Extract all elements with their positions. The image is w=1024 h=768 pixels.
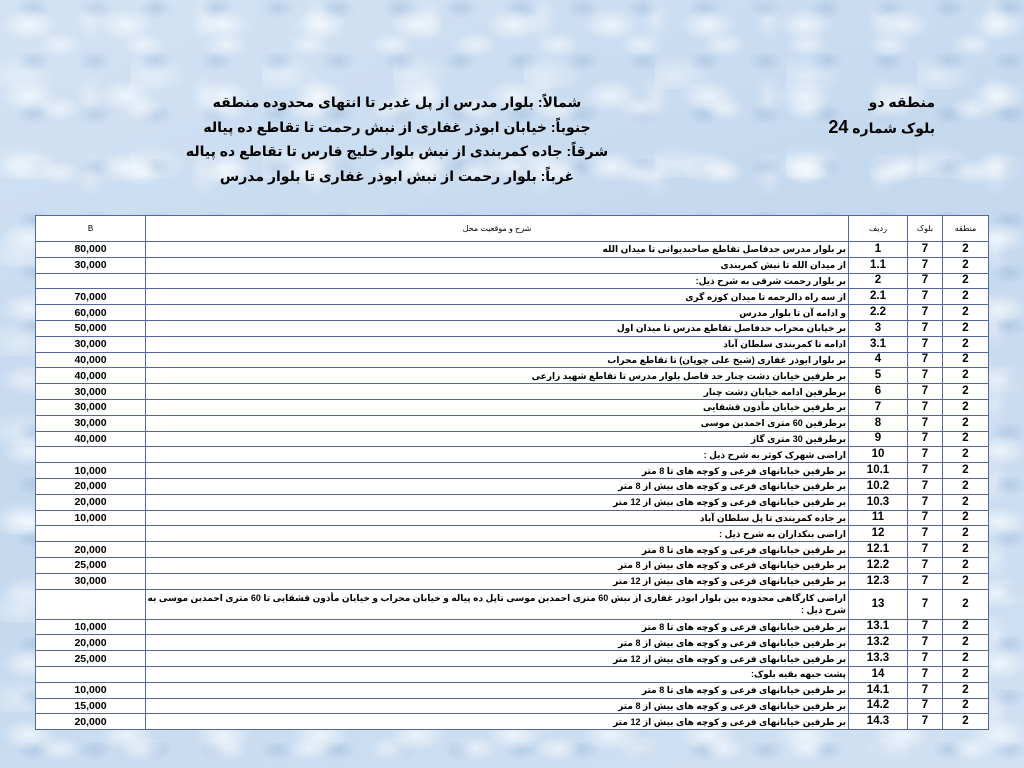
cell-row-number: 3.1 xyxy=(849,336,908,352)
cell-value: 40,000 xyxy=(36,352,146,368)
boundary-north: شمالاً: بلوار مدرس از پل غدیر تا انتهای محدوده منطقه xyxy=(212,94,582,110)
boundary-east: شرقاً: جاده کمربندی از نبش بلوار خلیج فارس تا تقاطع ده پیاله xyxy=(185,143,609,159)
cell-block: 7 xyxy=(908,336,943,352)
table-row xyxy=(36,478,989,494)
cell-region: 2 xyxy=(943,542,989,558)
cell-block: 7 xyxy=(908,305,943,321)
cell-value: 40,000 xyxy=(36,368,146,384)
cell-description: برطرفین 60 متری احمدبن موسی xyxy=(146,415,849,431)
cell-region: 2 xyxy=(943,557,989,573)
cell-row-number: 14 xyxy=(849,666,908,682)
cell-block: 7 xyxy=(908,635,943,651)
cell-value: 30,000 xyxy=(36,336,146,352)
cell-row-number: 10.3 xyxy=(849,494,908,510)
boundary-south: جنوباً: خیابان ابوذر غفاری از نبش رحمت تا تقاطع ده پیاله xyxy=(203,118,591,135)
cell-region: 2 xyxy=(943,399,989,415)
cell-region: 2 xyxy=(943,589,989,619)
cell-description: بر بلوار مدرس حدفاصل تقاطع صاحبدیوانی تا میدان الله xyxy=(146,242,849,258)
cell-block: 7 xyxy=(908,242,943,258)
cell-description: برطرفین ادامه خیابان دشت چنار xyxy=(146,384,849,400)
cell-value: 25,000 xyxy=(36,651,146,667)
cell-description: بر طرفین خیابانهای فرعی و کوچه های بیش از 8 متر xyxy=(146,635,849,651)
table-row xyxy=(36,336,989,352)
cell-region: 2 xyxy=(943,494,989,510)
table-row xyxy=(36,542,989,558)
cell-description: بر طرفین خیابانهای فرعی و کوچه های بیش از 12 متر xyxy=(146,573,849,589)
cell-value xyxy=(36,526,146,542)
table-row xyxy=(36,447,989,463)
cell-region: 2 xyxy=(943,273,989,289)
cell-region: 2 xyxy=(943,431,989,447)
cell-description: ادامه تا کمربندی سلطان آباد xyxy=(146,336,849,352)
table-row xyxy=(36,682,989,698)
cell-description: بر طرفین خیابانهای فرعی و کوچه های تا 8 متر xyxy=(146,463,849,479)
cell-description: برطرفین 30 متری گاز xyxy=(146,431,849,447)
block-number: 24 xyxy=(828,117,849,137)
cell-value: 20,000 xyxy=(36,635,146,651)
cell-region: 2 xyxy=(943,666,989,682)
cell-block: 7 xyxy=(908,573,943,589)
cell-value: 30,000 xyxy=(36,573,146,589)
cell-region: 2 xyxy=(943,573,989,589)
table-row xyxy=(36,666,989,682)
table-row xyxy=(36,305,989,321)
cell-region: 2 xyxy=(943,384,989,400)
cell-row-number: 14.3 xyxy=(849,714,908,730)
header-row-number: ردیف xyxy=(849,216,908,242)
cell-value xyxy=(36,447,146,463)
cell-value: 15,000 xyxy=(36,698,146,714)
cell-region: 2 xyxy=(943,682,989,698)
header-block: بلوک xyxy=(908,216,943,242)
cell-block: 7 xyxy=(908,682,943,698)
table-header-row xyxy=(36,216,989,242)
cell-block: 7 xyxy=(908,651,943,667)
cell-row-number: 9 xyxy=(849,431,908,447)
table-row xyxy=(36,368,989,384)
table-row xyxy=(36,526,989,542)
table-row xyxy=(36,589,989,619)
cell-region: 2 xyxy=(943,635,989,651)
cell-description: از میدان الله تا نبش کمربندی xyxy=(146,257,849,273)
cell-description: بر طرفین خیابانهای فرعی و کوچه های تا 8 متر xyxy=(146,682,849,698)
cell-value: 80,000 xyxy=(36,242,146,258)
cell-row-number: 12 xyxy=(849,526,908,542)
cell-description: بر طرفین خیابانهای فرعی و کوچه های بیش از 8 متر xyxy=(146,557,849,573)
cell-value: 70,000 xyxy=(36,289,146,305)
cell-row-number: 1.1 xyxy=(849,257,908,273)
cell-row-number: 10.1 xyxy=(849,463,908,479)
cell-block: 7 xyxy=(908,557,943,573)
cell-row-number: 12.1 xyxy=(849,542,908,558)
cell-description: بر طرفین خیابانهای فرعی و کوچه های بیش از 12 متر xyxy=(146,714,849,730)
cell-region: 2 xyxy=(943,257,989,273)
cell-row-number: 1 xyxy=(849,242,908,258)
table-row xyxy=(36,320,989,336)
cell-region: 2 xyxy=(943,619,989,635)
cell-row-number: 3 xyxy=(849,320,908,336)
cell-block: 7 xyxy=(908,666,943,682)
cell-region: 2 xyxy=(943,289,989,305)
cell-row-number: 13.2 xyxy=(849,635,908,651)
cell-block: 7 xyxy=(908,289,943,305)
cell-row-number: 7 xyxy=(849,399,908,415)
cell-region: 2 xyxy=(943,478,989,494)
cell-block: 7 xyxy=(908,463,943,479)
cell-description: و ادامه آن تا بلوار مدرس xyxy=(146,305,849,321)
cell-row-number: 10 xyxy=(849,447,908,463)
table-row xyxy=(36,557,989,573)
boundary-west: غرباً: بلوار رحمت از نبش ابوذر غفاری تا بلوار مدرس xyxy=(219,167,575,184)
cell-description: بر بلوار ابوذر غفاری (شیخ علی چوپان) تا تقاطع محراب xyxy=(146,352,849,368)
table-body xyxy=(36,242,989,730)
table-row xyxy=(36,463,989,479)
cell-value: 30,000 xyxy=(36,384,146,400)
cell-block: 7 xyxy=(908,399,943,415)
table-row xyxy=(36,619,989,635)
cell-region: 2 xyxy=(943,242,989,258)
cell-row-number: 11 xyxy=(849,510,908,526)
table-row xyxy=(36,384,989,400)
table-row xyxy=(36,415,989,431)
cell-block: 7 xyxy=(908,478,943,494)
region-info xyxy=(828,90,935,141)
cell-region: 2 xyxy=(943,352,989,368)
cell-description: پشت جبهه بقیه بلوک: xyxy=(146,666,849,682)
cell-value: 30,000 xyxy=(36,399,146,415)
header-region: منطقه xyxy=(943,216,989,242)
cell-region: 2 xyxy=(943,305,989,321)
cell-value: 30,000 xyxy=(36,415,146,431)
cell-block: 7 xyxy=(908,273,943,289)
table-row xyxy=(36,651,989,667)
table-row xyxy=(36,399,989,415)
cell-description: بر طرفین خیابانهای فرعی و کوچه های بیش از 12 متر xyxy=(146,494,849,510)
cell-description: بر طرفین خیابان دشت چنار حد فاصل بلوار مدرس تا تقاطع شهید زارعی xyxy=(146,368,849,384)
cell-description: بر طرفین خیابان مأذون قشقایی xyxy=(146,399,849,415)
cell-description: بر جاده کمربندی تا پل سلطان آباد xyxy=(146,510,849,526)
cell-value: 10,000 xyxy=(36,619,146,635)
table-row xyxy=(36,431,989,447)
block-boundaries xyxy=(117,90,677,188)
header-value: B xyxy=(36,216,146,242)
table-row xyxy=(36,714,989,730)
header-description: شرح و موقعیت محل xyxy=(146,216,849,242)
table-row xyxy=(36,510,989,526)
cell-block: 7 xyxy=(908,510,943,526)
cell-value: 50,000 xyxy=(36,320,146,336)
cell-description: بر طرفین خیابانهای فرعی و کوچه های تا 8 متر xyxy=(146,619,849,635)
table-row xyxy=(36,257,989,273)
cell-region: 2 xyxy=(943,526,989,542)
cell-block: 7 xyxy=(908,431,943,447)
cell-value: 40,000 xyxy=(36,431,146,447)
cell-description: بر طرفین خیابانهای فرعی و کوچه های تا 8 متر xyxy=(146,542,849,558)
cell-description: بر طرفین خیابانهای فرعی و کوچه های بیش از 12 متر xyxy=(146,651,849,667)
cell-region: 2 xyxy=(943,510,989,526)
region-title: منطقه دو xyxy=(868,94,935,110)
cell-block: 7 xyxy=(908,494,943,510)
cell-value: 10,000 xyxy=(36,682,146,698)
cell-row-number: 8 xyxy=(849,415,908,431)
table-row xyxy=(36,352,989,368)
cell-region: 2 xyxy=(943,447,989,463)
cell-row-number: 12.3 xyxy=(849,573,908,589)
table-row xyxy=(36,635,989,651)
cell-row-number: 13.1 xyxy=(849,619,908,635)
cell-block: 7 xyxy=(908,415,943,431)
cell-row-number: 5 xyxy=(849,368,908,384)
cell-value: 30,000 xyxy=(36,257,146,273)
cell-row-number: 6 xyxy=(849,384,908,400)
cell-block: 7 xyxy=(908,589,943,619)
cell-value: 60,000 xyxy=(36,305,146,321)
cell-value: 20,000 xyxy=(36,714,146,730)
cell-region: 2 xyxy=(943,698,989,714)
cell-description: اراضی شهرک کوثر به شرح ذیل : xyxy=(146,447,849,463)
table-row xyxy=(36,242,989,258)
cell-row-number: 2.2 xyxy=(849,305,908,321)
cell-region: 2 xyxy=(943,368,989,384)
cell-description: بر خیابان محراب حدفاصل تقاطع مدرس تا میدان اول xyxy=(146,320,849,336)
cell-value: 20,000 xyxy=(36,478,146,494)
cell-description: بر بلوار رحمت شرقی به شرح ذیل: xyxy=(146,273,849,289)
cell-description: بر طرفین خیابانهای فرعی و کوچه های بیش از 8 متر xyxy=(146,478,849,494)
cell-value xyxy=(36,273,146,289)
cell-block: 7 xyxy=(908,384,943,400)
valuation-table xyxy=(35,215,989,730)
cell-region: 2 xyxy=(943,651,989,667)
table-row xyxy=(36,573,989,589)
block-title xyxy=(828,115,935,141)
cell-row-number: 13 xyxy=(849,589,908,619)
cell-region: 2 xyxy=(943,320,989,336)
cell-description: اراضی کارگاهی محدوده بین بلوار ابوذر غفاری از نبش 60 متری احمدبن موسی تاپل ده پیاله و خیابان محراب و خیابان مأذون قشقایی تا 60 متری احمدبن موسی به شرح ذیل : xyxy=(146,589,849,619)
cell-row-number: 12.2 xyxy=(849,557,908,573)
cell-description: بر طرفین خیابانهای فرعی و کوچه های بیش از 8 متر xyxy=(146,698,849,714)
table-row xyxy=(36,494,989,510)
cell-block: 7 xyxy=(908,526,943,542)
cell-block: 7 xyxy=(908,698,943,714)
cell-block: 7 xyxy=(908,320,943,336)
cell-region: 2 xyxy=(943,463,989,479)
cell-value xyxy=(36,666,146,682)
cell-block: 7 xyxy=(908,257,943,273)
cell-value: 25,000 xyxy=(36,557,146,573)
cell-region: 2 xyxy=(943,336,989,352)
cell-block: 7 xyxy=(908,368,943,384)
cell-row-number: 2.1 xyxy=(849,289,908,305)
cell-row-number: 10.2 xyxy=(849,478,908,494)
cell-value: 20,000 xyxy=(36,542,146,558)
block-label: بلوک شماره xyxy=(852,120,935,136)
table-row xyxy=(36,273,989,289)
cell-block: 7 xyxy=(908,352,943,368)
cell-block: 7 xyxy=(908,714,943,730)
cell-row-number: 13.3 xyxy=(849,651,908,667)
cell-value: 10,000 xyxy=(36,510,146,526)
cell-region: 2 xyxy=(943,714,989,730)
cell-block: 7 xyxy=(908,447,943,463)
cell-value: 20,000 xyxy=(36,494,146,510)
cell-value xyxy=(36,589,146,619)
table-row xyxy=(36,698,989,714)
cell-value: 10,000 xyxy=(36,463,146,479)
cell-row-number: 14.2 xyxy=(849,698,908,714)
cell-description: اراضی بنکداران به شرح ذیل : xyxy=(146,526,849,542)
cell-row-number: 14.1 xyxy=(849,682,908,698)
cell-block: 7 xyxy=(908,619,943,635)
cell-row-number: 2 xyxy=(849,273,908,289)
table-row xyxy=(36,289,989,305)
cell-row-number: 4 xyxy=(849,352,908,368)
cell-region: 2 xyxy=(943,415,989,431)
cell-description: از سه راه دالرحمه تا میدان کوزه گری xyxy=(146,289,849,305)
cell-block: 7 xyxy=(908,542,943,558)
